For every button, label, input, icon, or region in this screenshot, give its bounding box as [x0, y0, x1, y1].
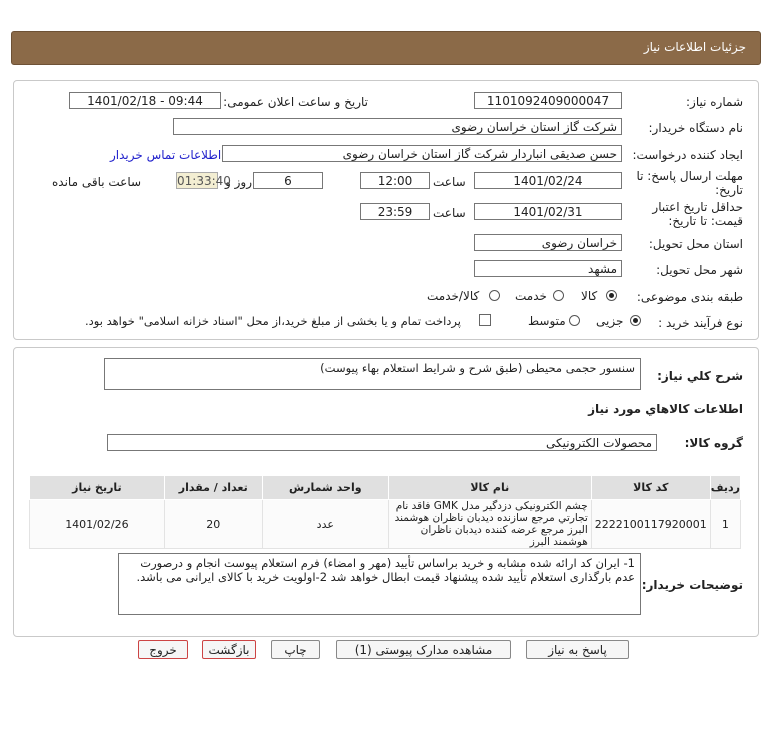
category-option-service: خدمت	[515, 289, 547, 303]
reply-button[interactable]: پاسخ به نیاز	[526, 640, 629, 659]
col-row: ردیف	[710, 476, 740, 500]
cell-name: چشم الکترونیکی دزدگیر مدل GMK فاقد نام تجارتي مرجع سازنده دیدبان ناظران هوشمند البرز مرجع عرضه کننده دیدبان ناظران هوشمند البرز	[388, 500, 591, 549]
category-option-both: کالا/خدمت	[427, 289, 480, 303]
deadline-time-label: ساعت	[433, 175, 466, 189]
col-qty: تعداد / مقدار	[164, 476, 262, 500]
city-label: شهر محل تحویل:	[656, 263, 743, 277]
creator-label: ایجاد کننده درخواست:	[632, 148, 743, 162]
need-description-label: شرح کلي نياز:	[657, 369, 743, 383]
print-button[interactable]: چاپ	[271, 640, 320, 659]
buyer-contact-link[interactable]: اطلاعات تماس خریدار	[110, 148, 222, 162]
category-label: طبقه بندی موضوعی:	[636, 290, 743, 304]
deadline-label-2: تاریخ:	[715, 183, 743, 197]
process-radio-medium[interactable]	[569, 315, 580, 326]
need-number-field[interactable]: 1101092409000047	[474, 92, 622, 109]
province-field[interactable]: خراسان رضوی	[474, 234, 622, 251]
announce-field[interactable]: 1401/02/18 - 09:44	[69, 92, 221, 109]
cell-row: 1	[710, 500, 740, 549]
announce-label: تاریخ و ساعت اعلان عمومی:	[223, 95, 368, 109]
col-date: تاریخ نیاز	[30, 476, 165, 500]
validity-time-label: ساعت	[433, 206, 466, 220]
page-header	[11, 31, 761, 65]
payment-checkbox[interactable]	[479, 314, 491, 326]
creator-field[interactable]: حسن صدیقی انباردار شرکت گاز استان خراسان رضوی	[222, 145, 622, 162]
payment-note: پرداخت تمام و یا بخشی از مبلغ خرید،از محل "اسناد خزانه اسلامی" خواهد بود.	[85, 314, 461, 328]
process-label: نوع فرآیند خرید :	[658, 316, 743, 330]
table-header-row	[30, 476, 741, 500]
category-radio-goods[interactable]	[606, 290, 617, 301]
deadline-date-field[interactable]: 1401/02/24	[474, 172, 622, 189]
view-attachments-button[interactable]: مشاهده مدارک پیوستی (1)	[336, 640, 511, 659]
cell-qty: 20	[164, 500, 262, 549]
exit-button[interactable]: خروج	[138, 640, 188, 659]
page-title: جزئیات اطلاعات نیاز	[643, 40, 746, 54]
days-field[interactable]: 6	[253, 172, 323, 189]
buyer-notes-label: توضیحات خریدار:	[641, 578, 743, 592]
validity-date-field[interactable]: 1401/02/31	[474, 203, 622, 220]
need-description-field[interactable]: سنسور حجمی محیطی (طبق شرح و شرایط استعلام بهاء پیوست)	[104, 358, 641, 390]
cell-unit: عدد	[262, 500, 388, 549]
process-option-minor: جزیی	[596, 314, 624, 328]
days-label: روز و	[225, 175, 252, 189]
deadline-label: مهلت ارسال پاسخ: تا	[636, 169, 743, 183]
process-radio-minor[interactable]	[630, 315, 641, 326]
col-code: کد کالا	[591, 476, 710, 500]
category-option-goods: کالا	[581, 289, 598, 303]
validity-label: حداقل تاریخ اعتبار	[652, 200, 743, 214]
category-radio-both[interactable]	[489, 290, 500, 301]
validity-label-2: قیمت: تا تاریخ:	[668, 214, 743, 228]
back-button[interactable]: بازگشت	[202, 640, 256, 659]
remaining-label: ساعت باقی مانده	[52, 175, 142, 189]
col-unit: واحد شمارش	[262, 476, 388, 500]
category-radio-service[interactable]	[553, 290, 564, 301]
cell-code: 2222100117920001	[591, 500, 710, 549]
buyer-org-label: نام دستگاه خریدار:	[648, 121, 743, 135]
cell-date: 1401/02/26	[30, 500, 165, 549]
items-heading: اطلاعات کالاهاي مورد نياز	[588, 402, 743, 416]
process-option-medium: متوسط	[528, 314, 566, 328]
deadline-time-field[interactable]: 12:00	[360, 172, 430, 189]
table-row[interactable]	[30, 500, 741, 549]
remaining-timer: 01:33:40	[177, 174, 231, 188]
items-table	[29, 475, 741, 549]
province-label: استان محل تحویل:	[648, 237, 743, 251]
goods-group-label: گروه کالا:	[684, 436, 743, 450]
buyer-notes-field[interactable]: 1- ایران کد ارائه شده مشابه و خرید براساس تأیید (مهر و امضاء) فرم استعلام پیوست انجام و درصورت عدم بارگذاری استعلام تأیید شده پیشنهاد قیمت ابطال خواهد شد 2-اولویت خرید با کالای ایرانی می باشد.	[118, 553, 641, 615]
city-field[interactable]: مشهد	[474, 260, 622, 277]
validity-time-field[interactable]: 23:59	[360, 203, 430, 220]
buyer-org-field[interactable]: شرکت گاز استان خراسان رضوی	[173, 118, 622, 135]
col-name: نام کالا	[388, 476, 591, 500]
need-number-label: شماره نیاز:	[686, 95, 743, 109]
goods-group-field[interactable]: محصولات الکترونیکی	[107, 434, 657, 451]
